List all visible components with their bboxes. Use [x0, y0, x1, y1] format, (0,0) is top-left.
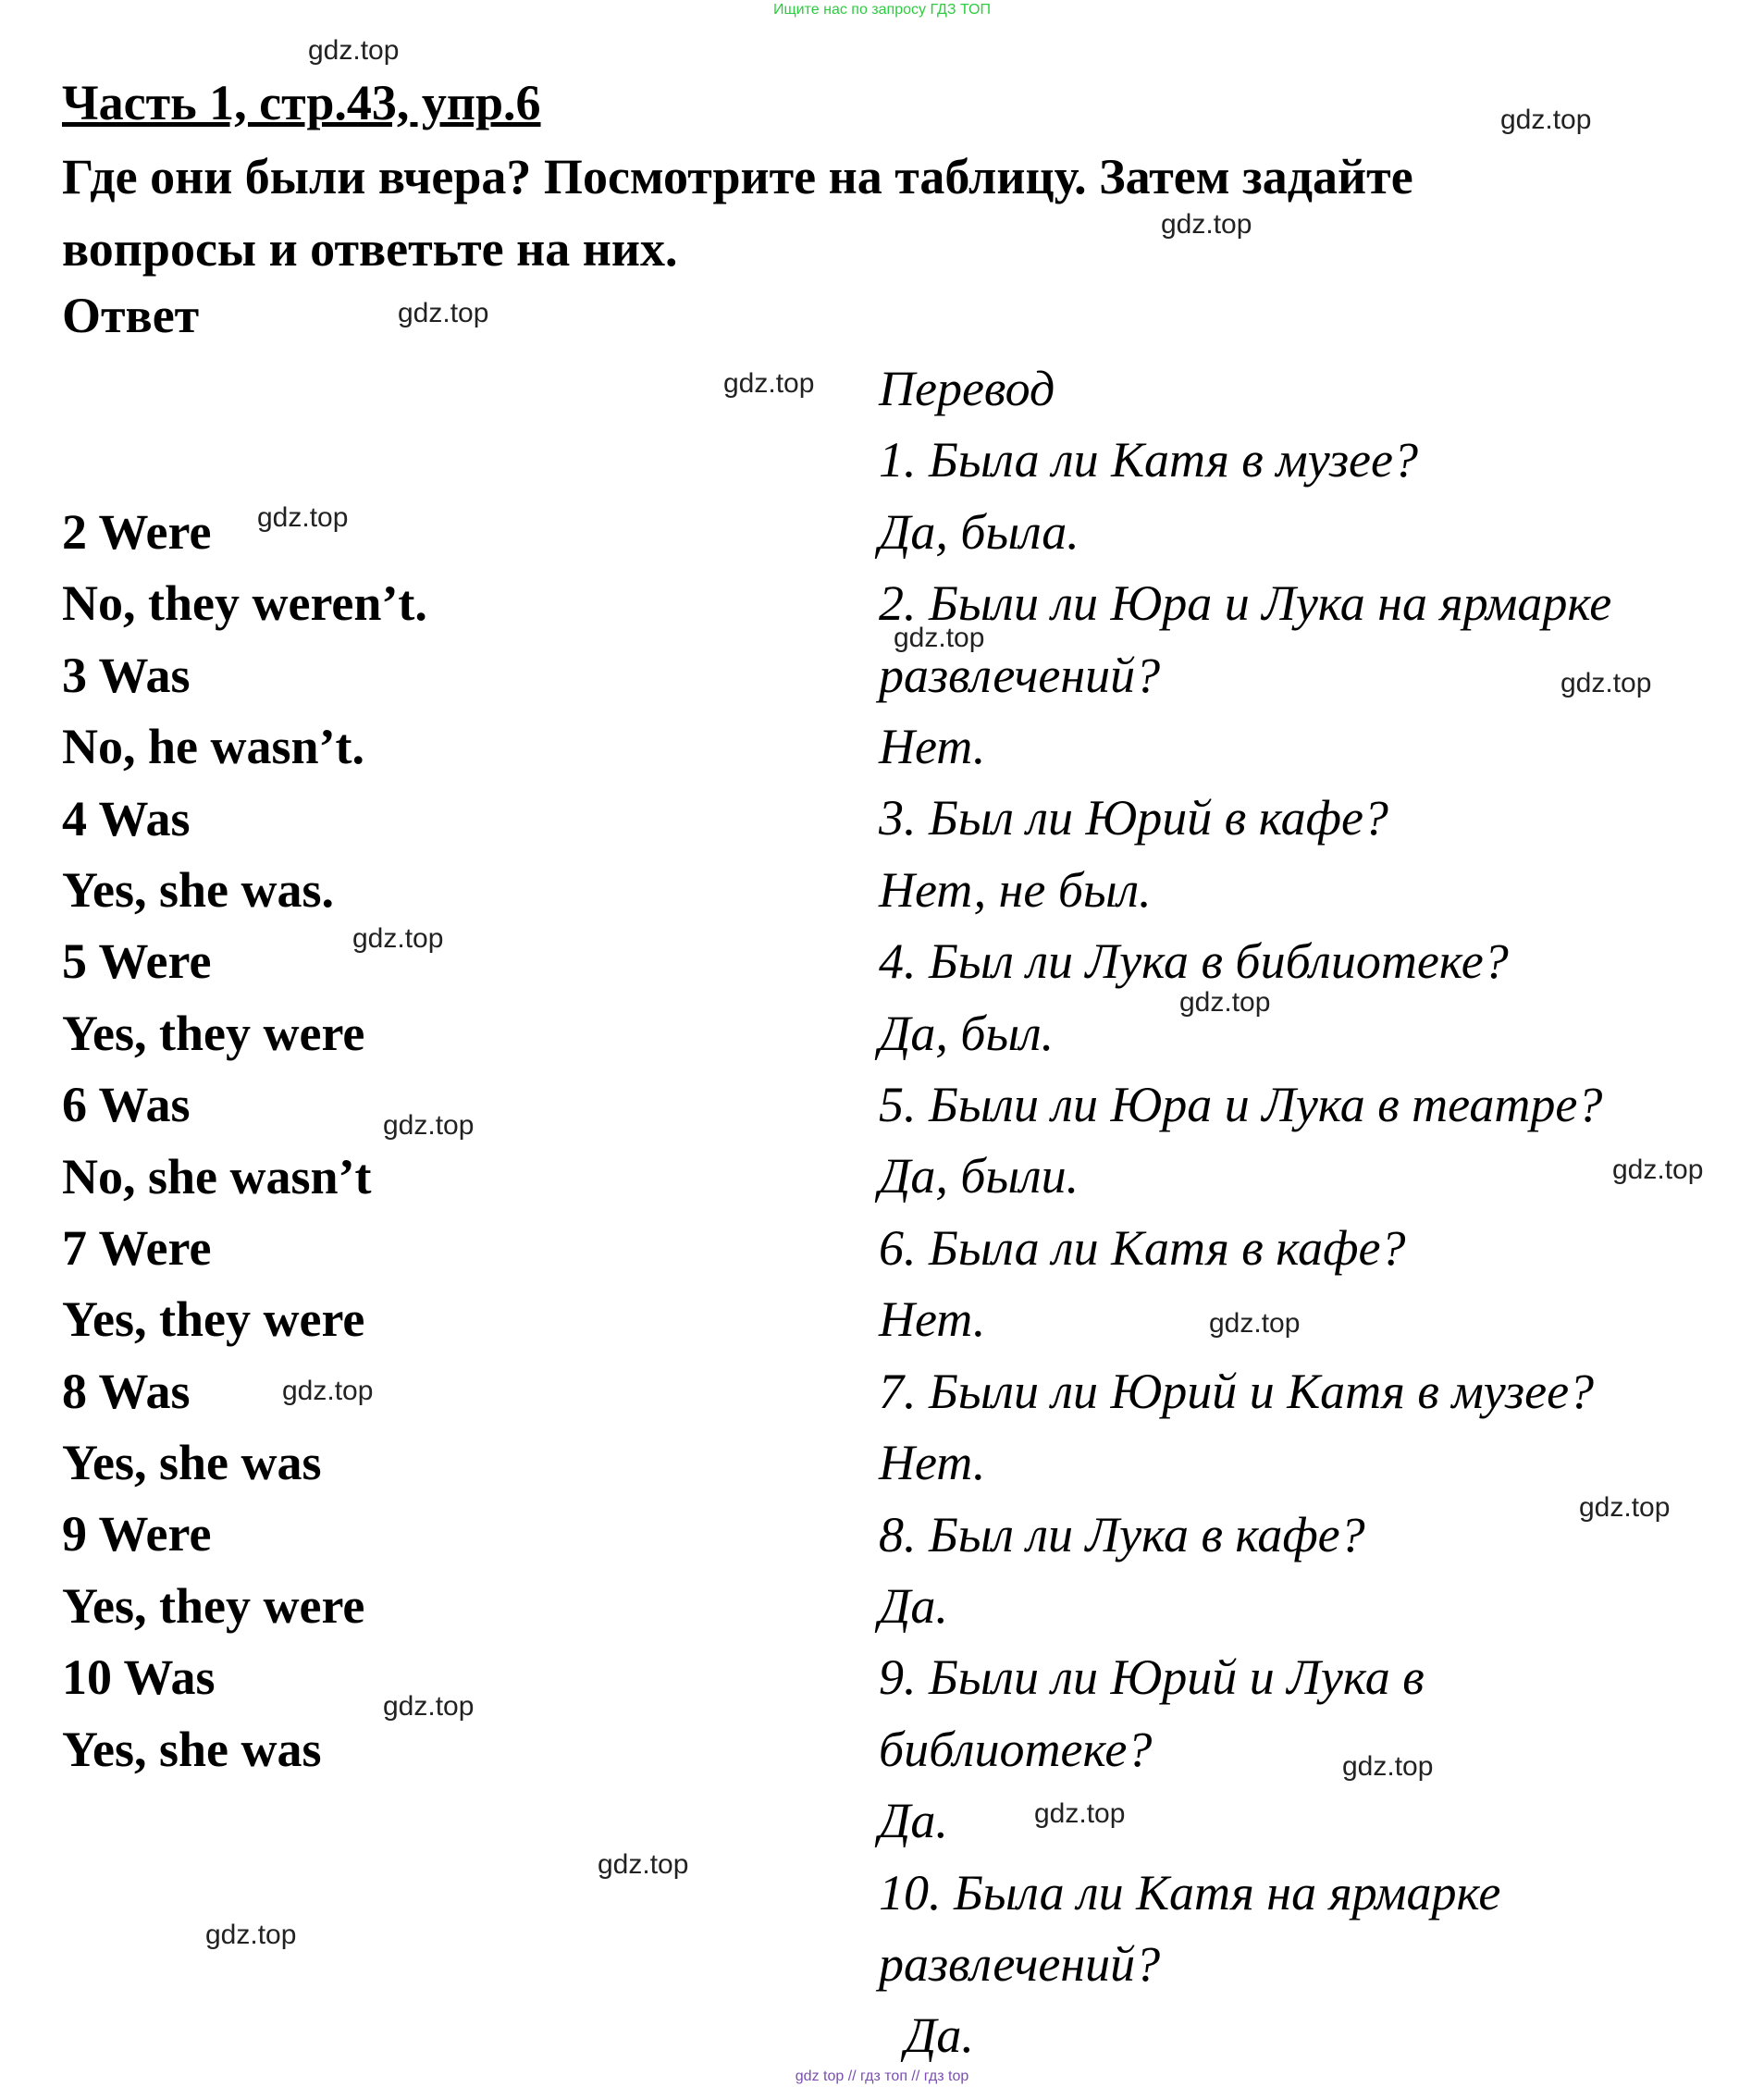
answer-line: No, they weren’t.: [62, 575, 427, 632]
watermark: gdz.top: [894, 623, 985, 653]
watermark: gdz.top: [1560, 668, 1652, 698]
watermark: gdz.top: [1179, 987, 1271, 1018]
answer-line: 4 Was: [62, 790, 191, 846]
footer-banner: gdz top // гдз топ // гдз top: [795, 2068, 969, 2084]
answer-line: 8 Was: [62, 1363, 191, 1419]
translation-line: развлечений?: [879, 1935, 1161, 1992]
answer-line: Yes, they were: [62, 1291, 365, 1348]
translation-line: 6. Была ли Катя в кафе?: [879, 1219, 1406, 1276]
watermark: gdz.top: [398, 298, 489, 328]
watermark: gdz.top: [205, 1920, 297, 1950]
answer-line: Yes, she was: [62, 1435, 322, 1491]
watermark: gdz.top: [1161, 209, 1252, 240]
page-title: Часть 1, стр.43, упр.6: [62, 75, 541, 130]
translation-heading: Перевод: [879, 361, 1055, 416]
answer-line: No, he wasn’t.: [62, 719, 365, 775]
answer-line: 3 Was: [62, 647, 191, 703]
translation-line: 9. Были ли Юрий и Лука в: [879, 1649, 1425, 1706]
answers-list: [62, 497, 427, 1785]
translation-line: 5. Были ли Юра и Лука в театре?: [879, 1077, 1603, 1133]
translation-line: Да, была.: [879, 503, 1079, 560]
translation-line: Нет.: [879, 719, 986, 775]
watermark: gdz.top: [1500, 105, 1592, 135]
watermark: gdz.top: [1209, 1308, 1301, 1339]
translation-line: Да.: [905, 2007, 974, 2064]
translation-line: 3. Был ли Юрий в кафе?: [879, 790, 1388, 846]
answer-line: 9 Were: [62, 1506, 212, 1562]
top-banner: Ищите нас по запросу ГДЗ ТОП: [773, 2, 991, 18]
watermark: gdz.top: [257, 502, 349, 533]
translation-line: библиотеке?: [879, 1721, 1153, 1777]
watermark: gdz.top: [383, 1110, 475, 1141]
answer-line: Yes, they were: [62, 1577, 365, 1634]
translation-line: 1. Была ли Катя в музее?: [879, 432, 1418, 488]
translation-line: Нет.: [879, 1435, 986, 1491]
translation-line: Да.: [879, 1793, 948, 1849]
translation-line: развлечений?: [879, 647, 1161, 703]
task-text: Где они были вчера? Посмотрите на таблицу. Затем задайте вопросы и ответьте на них.: [62, 149, 1413, 277]
answer-line: Yes, she was: [62, 1721, 322, 1777]
watermark: gdz.top: [1034, 1798, 1126, 1829]
answer-line: 6 Was: [62, 1077, 191, 1133]
watermark: gdz.top: [308, 35, 400, 66]
watermark: gdz.top: [1579, 1492, 1671, 1523]
answer-line: Yes, they were: [62, 1005, 365, 1061]
translation-line: Нет, не был.: [879, 861, 1152, 918]
watermark: gdz.top: [352, 923, 444, 954]
translation-line: 4. Был ли Лука в библиотеке?: [879, 933, 1509, 990]
watermark: gdz.top: [383, 1691, 475, 1722]
watermark: gdz.top: [1612, 1155, 1704, 1185]
translation-line: 2. Были ли Юра и Лука на ярмарке: [879, 575, 1612, 632]
translation-column: [879, 353, 1711, 2072]
translation-line: 8. Был ли Лука в кафе?: [879, 1506, 1365, 1562]
translation-line: Да.: [879, 1577, 948, 1634]
translation-line: Да, был.: [879, 1005, 1055, 1061]
answer-line: Yes, she was.: [62, 861, 335, 918]
translation-line: Да, были.: [879, 1148, 1079, 1204]
answer-line: 10 Was: [62, 1649, 216, 1706]
answer-line: 7 Were: [62, 1219, 212, 1276]
answer-line: 2 Were: [62, 504, 212, 560]
watermark: gdz.top: [598, 1849, 689, 1880]
translation-line: Нет.: [879, 1291, 986, 1348]
translation-line: 10. Была ли Катя на ярмарке: [879, 1864, 1501, 1920]
answer-line: 5 Were: [62, 933, 212, 990]
translation-line: 7. Были ли Юрий и Катя в музее?: [879, 1363, 1595, 1419]
answer-line: No, she wasn’t: [62, 1148, 372, 1204]
watermark: gdz.top: [1342, 1751, 1434, 1782]
watermark: gdz.top: [723, 368, 815, 399]
watermark: gdz.top: [282, 1376, 374, 1406]
answer-heading: Ответ: [62, 288, 200, 343]
